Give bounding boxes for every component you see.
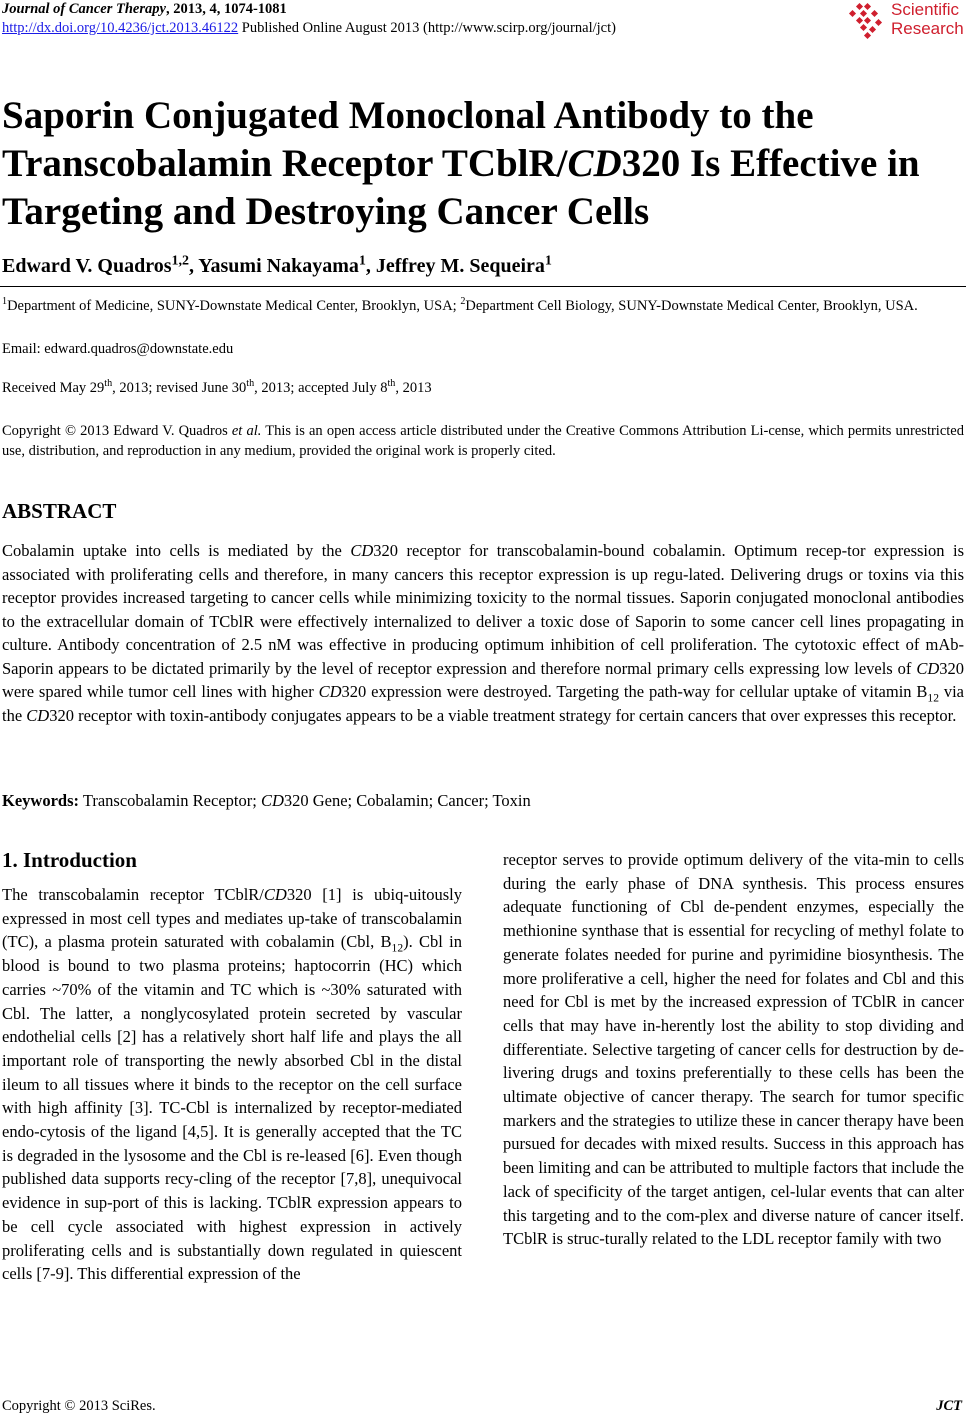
intro-right-column: receptor serves to provide optimum delivery of the vita-min to cells during the early phase of DNA synthesis. This process ensures adequate functioning of Cbl de-pendent enzymes, especially the methionine synthase that is essential for recycling of methyl folate to generate folates needed for purine and pyrimidine biosynthesis. The more proliferative a cell, higher the need for folates and Cbl and this need for Cbl is met by the increased expression of TCblR in cancer cells that may have in-herently lost the ability to stop dividing and differentiate. Selective targeting of cancer cells for destruction by de-livering drugs and toxins preferentially to these cells has been the ultimate objective of cancer therapy. The search for tumor specific markers and the strategies to utilize these in cancer therapy have been pursued for decades with mixed results. Success in this approach has been limiting and can be attributed to multiple factors that include the lack of specificity of the target antigen, cel-lular events that can alter this targeting and to the com-plex and diverse nature of cancer itself. TCblR is struc-turally related to the LDL receptor family with two [503, 850, 964, 1249]
author-list: Edward V. Quadros$^{1,2}$, Yasumi Nakayama$^1$, Jeffrey M. Sequeira$^1$ [2, 253, 552, 277]
footer-copyright: Copyright © 2013 SciRes. [2, 1398, 156, 1414]
title-line-2: Transcobalamin Receptor TCblR/CD320 Is Effective in [2, 142, 920, 185]
section-heading-introduction: 1. Introduction [2, 848, 137, 872]
publisher-name [891, 0, 964, 38]
journal-name: Journal of Cancer Therapy [2, 1, 166, 17]
paper-title [2, 92, 962, 236]
published-info: Published Online August 2013 (http://www.scirp.org/journal/jct) [238, 20, 616, 36]
abstract-text: Cobalamin uptake into cells is mediated by the CD320 receptor for transcobalamin-bound cobalamin. Optimum recep-tor expression is associated with proliferating cells and therefore, in many cancers this receptor expression is up regu-lated. Delivering drugs or toxins via this receptor provides increased targeting to cancer cells while minimizing toxicity to the normal tissues. Saporin conjugated monoclonal antibodies to the extracellular domain of TCblR were effectively internalized to deliver a toxic dose of Saporin to some cancer cell lines propagating in culture. Antibody concentration of 2.5 nM was effective in producing optimum inhibition of cell proliferation. The cytotoxic effect of mAb-Saporin appears to be dictated primarily by the level of receptor expression and therefore normal primary cells expressing low levels of CD320 were spared while tumor cell lines with higher CD320 expression were destroyed. Targeting the path-way for cellular uptake of vitamin $B_{12}$ via the CD320 receptor with toxin-antibody conjugates appears to be a viable treatment strategy for certain cancers that over expresses this receptor. [2, 541, 964, 725]
publisher-name-line2: Research [891, 19, 964, 38]
doi-link[interactable]: http://dx.doi.org/10.4236/jct.2013.46122 [2, 20, 239, 36]
keywords-label: Keywords: [2, 791, 79, 810]
footer-journal-abbrev: JCT [936, 1398, 962, 1414]
author-2: , Yasumi Nakayama [189, 255, 359, 277]
abstract-heading: ABSTRACT [2, 499, 117, 523]
copyright-notice: Copyright © 2013 Edward V. Quadros et al. This is an open access article distributed under the Creative Commons Attribution Li-cense, which permits unrestricted use, distribution, and reproduction in any medium, provided the original work is properly cited. [2, 423, 964, 459]
keywords: Keywords: Transcobalamin Receptor; CD320 Gene; Cobalamin; Cancer; Toxin [2, 791, 531, 810]
title-line-1: Saporin Conjugated Monoclonal Antibody to the [2, 94, 814, 137]
title-line-3: Targeting and Destroying Cancer Cells [2, 190, 650, 233]
journal-meta: , 2013, 4, 1074-1081 [165, 1, 287, 17]
author-1: Edward V. Quadros [2, 255, 172, 277]
scirp-logo-icon [844, 2, 888, 42]
intro-left-column: The transcobalamin receptor TCblR/CD320 [1] is ubiq-uitously expressed in most cell types and mediates up-take of transcobalamin (TC), a plasma protein saturated with cobalamin (Cbl, $B_{12}$). Cbl in blood is bound to two plasma proteins; haptocorrin (HC) which carries ~70% of the vitamin and TC which is ~30% saturated with Cbl. The latter, a nonglycosylated protein secreted by vascular endothelial cells [2] has a relatively short half life and plays the all important role of transporting the newly absorbed Cbl in the distal ileum to all tissues where it binds to the receptor on the cell surface with high affinity [3]. TC-Cbl is internalized by receptor-mediated endo-cytosis of the ligand [4,5]. It is generally accepted that the TC is degraded in the lysosome and the Cbl is re-leased [6]. Even though published data supports recy-cling of the receptor [7,8], unequivocal evidence in sup-port of this is lacking. TCblR expression appears to be cell cycle associated with highest expression in actively proliferating cells and is substantially down regulated in quiescent cells [7-9]. This differential expression of the [2, 885, 463, 1284]
doi-line [2, 20, 616, 37]
author-email: Email: edward.quadros@downstate.edu [2, 341, 234, 357]
publisher-name-line1: Scientific [891, 0, 960, 19]
author-3: , Jeffrey M. Sequeira [365, 255, 545, 277]
journal-citation [2, 1, 287, 18]
received-dates: Received May 29th, 2013; revised June 30th, 2013; accepted July 8th, 2013 [2, 378, 432, 396]
header-divider [0, 286, 966, 287]
affiliations: $^1$Department of Medicine, SUNY-Downstate Medical Center, Brooklyn, USA; $^2$Department Cell Biology, SUNY-Downstate Medical Center, Brooklyn, USA. [2, 296, 918, 314]
